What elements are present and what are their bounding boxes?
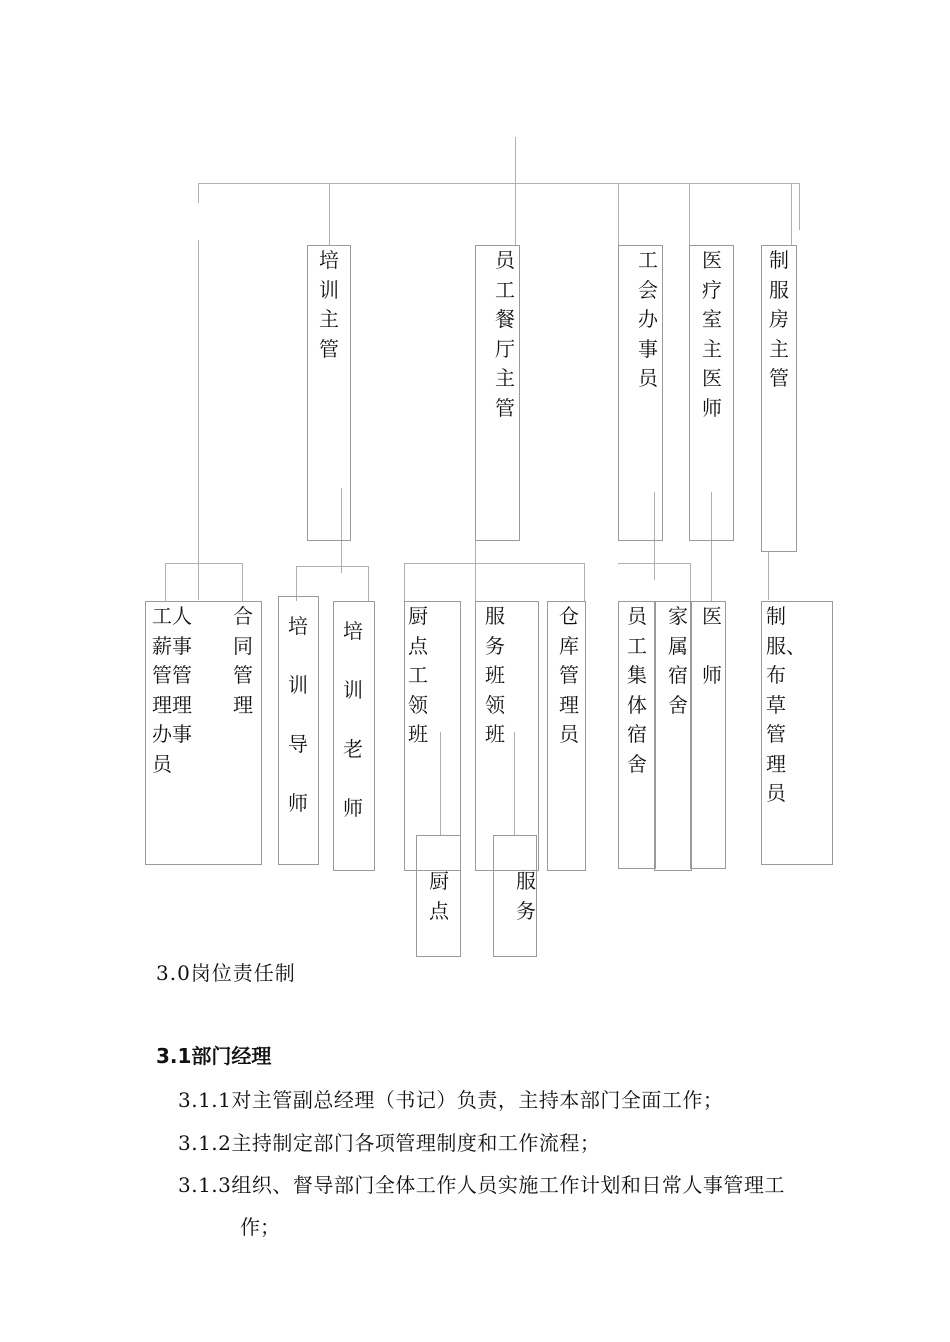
staff-box-kitchen-lead [404, 601, 461, 871]
section-heading: 3.0岗位责任制 [156, 961, 296, 985]
staff-label-service-lead: 服务班领班 [485, 604, 505, 746]
staff-box-service-lead [475, 601, 539, 871]
manager-label-clinic: 医疗室主医师 [702, 248, 722, 420]
manager-box-union [618, 245, 663, 541]
connector-line [475, 540, 476, 602]
staff-label-trainer: 培训导师 [288, 614, 308, 815]
sub-staff-label-kitchen: 厨点 [429, 869, 449, 923]
connector-line [799, 183, 800, 230]
connector-line [329, 183, 330, 245]
manager-label-uniform: 制服房主管 [769, 248, 789, 390]
connector-line [515, 137, 516, 184]
staff-label-doctor: 医 师 [702, 604, 722, 687]
duty-item: 3.1.2主持制定部门各项管理制度和工作流程； [178, 1131, 601, 1155]
connector-line [198, 240, 199, 600]
manager-box-uniform [761, 245, 797, 552]
duty-item-continuation: 作； [240, 1215, 280, 1239]
connector-line [296, 566, 368, 567]
staff-label-dorm: 员工集体宿舍 [627, 604, 647, 776]
connector-line [768, 552, 769, 600]
staff-label-warehouse: 仓库管理员 [559, 604, 579, 746]
connector-line [198, 183, 199, 203]
staff-label-payroll-a: 工人薪事管管理理办事员 [152, 604, 192, 776]
staff-label-teacher: 培训老师 [343, 619, 363, 820]
connector-line [165, 563, 166, 601]
staff-box-dorm [618, 601, 656, 869]
connector-line [165, 563, 242, 564]
connector-line [368, 566, 369, 601]
staff-box-linen [761, 601, 833, 865]
staff-label-linen: 制服、布草管理员 [766, 604, 806, 805]
subsection-heading: 3.1部门经理 [156, 1044, 272, 1068]
manager-label-canteen: 员工餐厅主管 [495, 248, 515, 420]
sub-staff-label-service: 服务 [516, 869, 536, 923]
manager-label-training: 培训主管 [319, 248, 339, 361]
staff-label-family-dorm: 家属宿舍 [668, 604, 688, 717]
duty-item: 3.1.3组织、督导部门全体工作人员实施工作计划和日常人事管理工 [178, 1173, 785, 1197]
manager-box-clinic [689, 245, 734, 541]
connector-line [242, 563, 243, 601]
connector-line [515, 183, 516, 245]
connector-line [791, 183, 792, 245]
staff-box-trainer [278, 596, 319, 865]
manager-box-training [307, 245, 351, 541]
connector-line [690, 563, 691, 601]
staff-label-kitchen-lead: 厨点工领班 [408, 604, 428, 746]
staff-box-warehouse [547, 601, 586, 871]
connector-line [584, 563, 585, 601]
manager-label-union: 工会办事员 [638, 248, 658, 390]
staff-box-family-dorm [654, 601, 692, 871]
connector-line [404, 563, 405, 601]
connector-line [618, 563, 690, 564]
duty-item: 3.1.1对主管副总经理（书记）负责，主持本部门全面工作； [178, 1088, 724, 1112]
staff-label-payroll-b: 合同管理 [233, 604, 253, 717]
staff-box-teacher [333, 601, 375, 871]
sub-staff-box-service [493, 835, 537, 957]
staff-box-doctor [690, 601, 726, 869]
connector-line [689, 183, 690, 245]
connector-line [618, 183, 619, 245]
connector-line [404, 563, 584, 564]
connector-line [198, 183, 799, 184]
staff-box-payroll [145, 601, 262, 865]
sub-staff-box-kitchen [416, 835, 461, 957]
manager-box-canteen [475, 245, 520, 541]
